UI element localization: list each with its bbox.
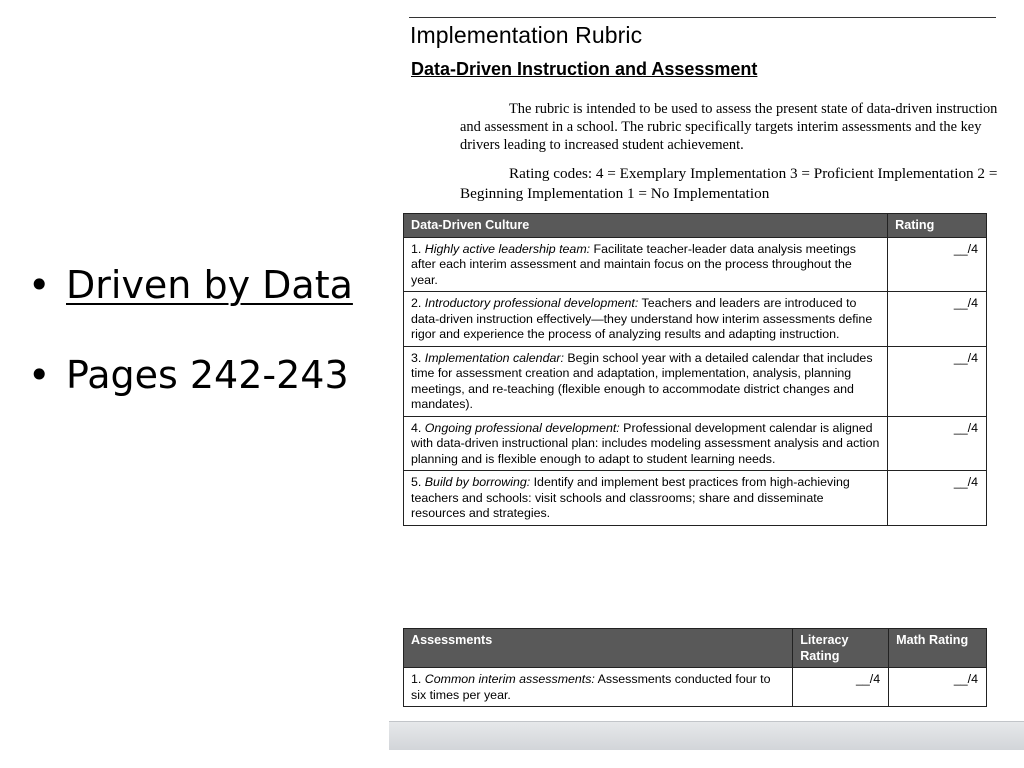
doc-subtitle: Data-Driven Instruction and Assessment xyxy=(411,59,758,79)
doc-intro: The rubric is intended to be used to assess the present state of data-driven instruction and assessment in a school. The rubric specifically targets interim assessments and the key drivers leading to increased student achievement. xyxy=(460,101,998,153)
item-number: 1. xyxy=(411,672,422,686)
bullet-text: Driven by Data xyxy=(66,263,353,307)
table-row xyxy=(404,668,987,707)
literacy-rating-cell: __/4 xyxy=(793,668,889,707)
table-row xyxy=(404,346,987,416)
math-rating-header: Math Rating xyxy=(889,629,987,668)
criterion-cell xyxy=(404,416,888,471)
rating-cell: __/4 xyxy=(888,237,987,292)
criterion-cell xyxy=(404,668,793,707)
item-title: Build by borrowing: xyxy=(424,475,531,489)
rating-cell: __/4 xyxy=(888,346,987,416)
rating-cell: __/4 xyxy=(888,416,987,471)
rating-codes: Rating codes: 4 = Exemplary Implementation 3 = Proficient Implementation 2 = Beginning Implementation 1 = No Implementation xyxy=(460,165,998,202)
rating-cell: __/4 xyxy=(888,471,987,526)
doc-title: Implementation Rubric xyxy=(410,22,643,48)
criterion-cell xyxy=(404,292,888,347)
item-description: Assessments conducted four to six times per year. xyxy=(411,672,771,702)
item-number: 1. xyxy=(411,241,422,256)
bullet-driven-by-data xyxy=(28,262,353,308)
rubric-document-image xyxy=(389,14,1001,720)
literacy-rating-header: Literacy Rating xyxy=(793,629,889,668)
bullet-pages xyxy=(28,352,353,398)
item-description: Professional development calendar is aligned with data-driven instructional plan: includes modeling assessment analysis and action planning and is flexible enough to adapt to student learning needs. xyxy=(411,420,880,466)
bullet-text: Pages 242-243 xyxy=(66,353,349,397)
rating-header: Rating xyxy=(888,214,987,238)
table-row xyxy=(404,416,987,471)
item-number: 3. xyxy=(411,350,422,365)
item-title: Introductory professional development: xyxy=(424,296,639,310)
table-row xyxy=(404,292,987,347)
slide-bullet-list xyxy=(28,262,353,442)
item-description: Identify and implement best practices from high-achieving teachers and schools: visit schools and classrooms; share and disseminate resources and strategies. xyxy=(411,475,850,520)
criterion-cell xyxy=(404,346,888,416)
rating-cell: __/4 xyxy=(888,292,987,347)
item-title: Highly active leadership team: xyxy=(424,241,591,256)
assessments-table xyxy=(403,628,987,707)
math-rating-cell: __/4 xyxy=(889,668,987,707)
item-description: Facilitate teacher-leader data analysis meetings after each interim assessment and maintain focus on the process throughout the year. xyxy=(411,241,856,287)
item-number: 2. xyxy=(411,296,422,310)
table-row xyxy=(404,237,987,292)
culture-header: Data-Driven Culture xyxy=(404,214,888,238)
item-number: 4. xyxy=(411,420,422,435)
criterion-cell xyxy=(404,237,888,292)
item-description: Begin school year with a detailed calendar that includes time for assessment creation and adaptation, implementation, analysis, planning meetings, and re-teaching (flexible enough to accommodate district changes and mandates). xyxy=(411,350,873,411)
top-rule xyxy=(409,17,996,18)
horizontal-scrollbar[interactable] xyxy=(389,721,1024,750)
item-description: Teachers and leaders are introduced to data-driven instruction effectively—they understand how interim assessments define rigor and experience the process of analyzing results and adapting instruction. xyxy=(411,296,873,341)
culture-table xyxy=(403,213,987,526)
item-title: Ongoing professional development: xyxy=(424,420,620,435)
item-title: Implementation calendar: xyxy=(424,350,564,365)
item-title: Common interim assessments: xyxy=(424,672,595,686)
assessments-header: Assessments xyxy=(404,629,793,668)
criterion-cell xyxy=(404,471,888,526)
table-row xyxy=(404,471,987,526)
item-number: 5. xyxy=(411,475,422,489)
